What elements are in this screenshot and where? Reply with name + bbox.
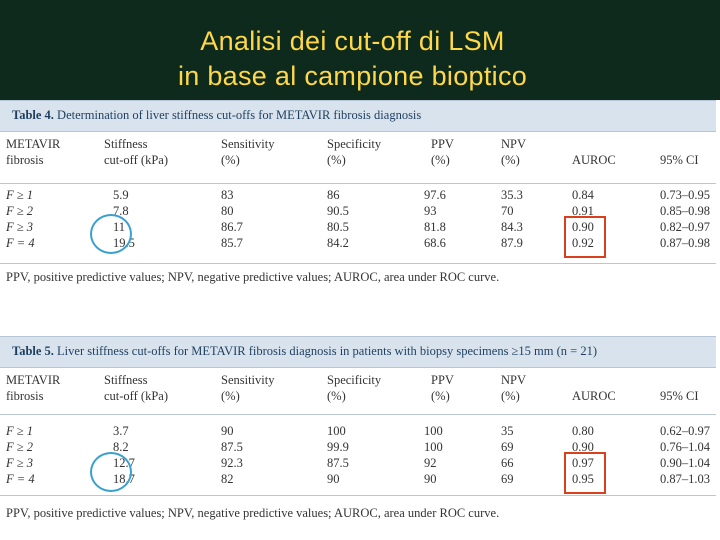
table4-header-col3-line1: (%) xyxy=(327,153,346,167)
table5-cell-r3-c1: 18.7 xyxy=(113,472,135,486)
table5-cell-r1-c7: 0.76–1.04 xyxy=(660,440,710,454)
table5-header-col3-line1: (%) xyxy=(327,389,346,403)
table5-cell-r1-c4: 100 xyxy=(424,440,443,454)
table4-header-col1-line0: Stiffness xyxy=(104,137,148,151)
table-4-caption xyxy=(12,108,421,123)
table4-cell-r2-c5: 84.3 xyxy=(501,220,523,234)
title-banner xyxy=(0,0,720,100)
table5-cell-r1-c2: 87.5 xyxy=(221,440,243,454)
table5-header-col6-line1: AUROC xyxy=(572,389,616,403)
table5-cell-r3-c4: 90 xyxy=(424,472,437,486)
table5-cell-r2-c4: 92 xyxy=(424,456,437,470)
table4-cell-r3-c0: F = 4 xyxy=(6,236,35,250)
table5-cell-r2-c3: 87.5 xyxy=(327,456,349,470)
table5-header-col2-line1: (%) xyxy=(221,389,240,403)
table-5-caption-text: Liver stiffness cut-offs for METAVIR fibrosis diagnosis in patients with biopsy specimens ≥15 mm (n = 21) xyxy=(57,344,597,358)
table4-header-col3-line0: Specificity xyxy=(327,137,382,151)
table5-header-col5-line0: NPV xyxy=(501,373,527,387)
table5-cell-r3-c7: 0.87–1.03 xyxy=(660,472,710,486)
table4-cell-r2-c1: 11 xyxy=(113,220,126,234)
table-5-label: Table 5. xyxy=(12,344,54,358)
table4-cell-r3-c3: 84.2 xyxy=(327,236,349,250)
table5-header-col7-line1: 95% CI xyxy=(660,389,699,403)
table4-header-col1-line1: cut-off (kPa) xyxy=(104,153,168,167)
table4-cell-r2-c3: 80.5 xyxy=(327,220,349,234)
table4-cell-r3-c2: 85.7 xyxy=(221,236,243,250)
table5-cell-r3-c5: 69 xyxy=(501,472,514,486)
slide-title-line-2: in base al campione bioptico xyxy=(177,61,528,91)
table4-header-col2-line1: (%) xyxy=(221,153,240,167)
table4-header-col2-line0: Sensitivity xyxy=(221,137,275,151)
table-4-caption-bar xyxy=(0,100,716,132)
table-5-stiffness-highlight-circle xyxy=(90,452,132,492)
table4-cell-r2-c4: 81.8 xyxy=(424,220,446,234)
table4-cell-r1-c4: 93 xyxy=(424,204,437,218)
table4-header-col4-line1: (%) xyxy=(431,153,450,167)
table5-cell-r1-c0: F ≥ 2 xyxy=(6,440,33,454)
table4-cell-r3-c4: 68.6 xyxy=(424,236,446,250)
table-5-caption xyxy=(12,344,597,359)
table4-header-col6-line1: AUROC xyxy=(572,153,616,167)
table5-cell-r3-c0: F = 4 xyxy=(6,472,35,486)
slide-title xyxy=(0,24,705,94)
table4-cell-r2-c7: 0.82–0.97 xyxy=(660,220,710,234)
table5-header-col2-line0: Sensitivity xyxy=(221,373,275,387)
table5-cell-r3-c2: 82 xyxy=(221,472,234,486)
table4-cell-r1-c6: 0.91 xyxy=(572,204,594,218)
table-4 xyxy=(0,100,720,290)
table4-cell-r2-c2: 86.7 xyxy=(221,220,243,234)
table4-cell-r2-c6: 0.90 xyxy=(572,220,594,234)
table-5 xyxy=(0,336,720,536)
table-4-label: Table 4. xyxy=(12,108,54,122)
table-4-bottom-rule xyxy=(0,263,716,264)
table4-cell-r2-c0: F ≥ 3 xyxy=(6,220,33,234)
table5-cell-r2-c0: F ≥ 3 xyxy=(6,456,33,470)
table5-cell-r0-c7: 0.62–0.97 xyxy=(660,424,710,438)
table-5-header-rule xyxy=(0,414,716,415)
slide-title-line-1: Analisi dei cut-off di LSM xyxy=(200,26,505,56)
table-4-stiffness-highlight-circle xyxy=(90,214,132,254)
table4-cell-r0-c1: 5.9 xyxy=(113,188,129,202)
table4-header-col7-line1: 95% CI xyxy=(660,153,699,167)
table4-cell-r0-c0: F ≥ 1 xyxy=(6,188,33,202)
table5-cell-r1-c3: 99.9 xyxy=(327,440,349,454)
table5-cell-r0-c5: 35 xyxy=(501,424,514,438)
table5-cell-r0-c3: 100 xyxy=(327,424,346,438)
table-5-bottom-rule xyxy=(0,495,716,496)
table4-header-col5-line0: NPV xyxy=(501,137,527,151)
table4-cell-r0-c3: 86 xyxy=(327,188,340,202)
table4-header-col0-line1: fibrosis xyxy=(6,153,44,167)
table4-cell-r3-c6: 0.92 xyxy=(572,236,594,250)
table5-cell-r3-c6: 0.95 xyxy=(572,472,594,486)
table-5-auroc-highlight-box xyxy=(564,452,606,494)
table4-cell-r0-c5: 35.3 xyxy=(501,188,523,202)
table5-header-col1-line1: cut-off (kPa) xyxy=(104,389,168,403)
table5-header-col0-line1: fibrosis xyxy=(6,389,44,403)
table5-header-col0-line0: METAVIR xyxy=(6,373,61,387)
table5-cell-r2-c1: 12.7 xyxy=(113,456,135,470)
table4-cell-r0-c4: 97.6 xyxy=(424,188,446,202)
table-5-caption-bar xyxy=(0,336,716,368)
table4-cell-r0-c7: 0.73–0.95 xyxy=(660,188,710,202)
table5-cell-r0-c4: 100 xyxy=(424,424,443,438)
table5-cell-r1-c6: 0.90 xyxy=(572,440,594,454)
table4-cell-r3-c5: 87.9 xyxy=(501,236,523,250)
table5-cell-r1-c5: 69 xyxy=(501,440,514,454)
table4-cell-r3-c7: 0.87–0.98 xyxy=(660,236,710,250)
table4-cell-r1-c2: 80 xyxy=(221,204,234,218)
table4-cell-r1-c7: 0.85–0.98 xyxy=(660,204,710,218)
table-4-auroc-highlight-box xyxy=(564,216,606,258)
table4-cell-r1-c3: 90.5 xyxy=(327,204,349,218)
table5-cell-r0-c2: 90 xyxy=(221,424,234,438)
table5-cell-r3-c3: 90 xyxy=(327,472,340,486)
table5-cell-r2-c6: 0.97 xyxy=(572,456,594,470)
table-5-footnote: PPV, positive predictive values; NPV, negative predictive values; AUROC, area under ROC curve. xyxy=(6,506,500,520)
table5-cell-r0-c0: F ≥ 1 xyxy=(6,424,33,438)
table5-header-col4-line1: (%) xyxy=(431,389,450,403)
table-4-caption-text: Determination of liver stiffness cut-offs for METAVIR fibrosis diagnosis xyxy=(57,108,422,122)
table4-cell-r1-c5: 70 xyxy=(501,204,514,218)
table4-header-col0-line0: METAVIR xyxy=(6,137,61,151)
table5-header-col4-line0: PPV xyxy=(431,373,454,387)
table5-cell-r0-c1: 3.7 xyxy=(113,424,129,438)
table4-cell-r0-c2: 83 xyxy=(221,188,234,202)
table5-cell-r2-c5: 66 xyxy=(501,456,514,470)
table4-cell-r0-c6: 0.84 xyxy=(572,188,594,202)
table4-cell-r1-c0: F ≥ 2 xyxy=(6,204,33,218)
table-4-footnote: PPV, positive predictive values; NPV, negative predictive values; AUROC, area under ROC curve. xyxy=(6,270,500,284)
table5-cell-r2-c7: 0.90–1.04 xyxy=(660,456,710,470)
table5-cell-r0-c6: 0.80 xyxy=(572,424,594,438)
table5-header-col5-line1: (%) xyxy=(501,389,520,403)
table5-cell-r2-c2: 92.3 xyxy=(221,456,243,470)
table4-header-col5-line1: (%) xyxy=(501,153,520,167)
table5-header-col1-line0: Stiffness xyxy=(104,373,148,387)
table5-cell-r1-c1: 8.2 xyxy=(113,440,129,454)
table4-header-col4-line0: PPV xyxy=(431,137,454,151)
table4-cell-r1-c1: 7.8 xyxy=(113,204,129,218)
table4-cell-r3-c1: 19.5 xyxy=(113,236,135,250)
table-4-header-rule xyxy=(0,183,716,184)
table5-header-col3-line0: Specificity xyxy=(327,373,382,387)
